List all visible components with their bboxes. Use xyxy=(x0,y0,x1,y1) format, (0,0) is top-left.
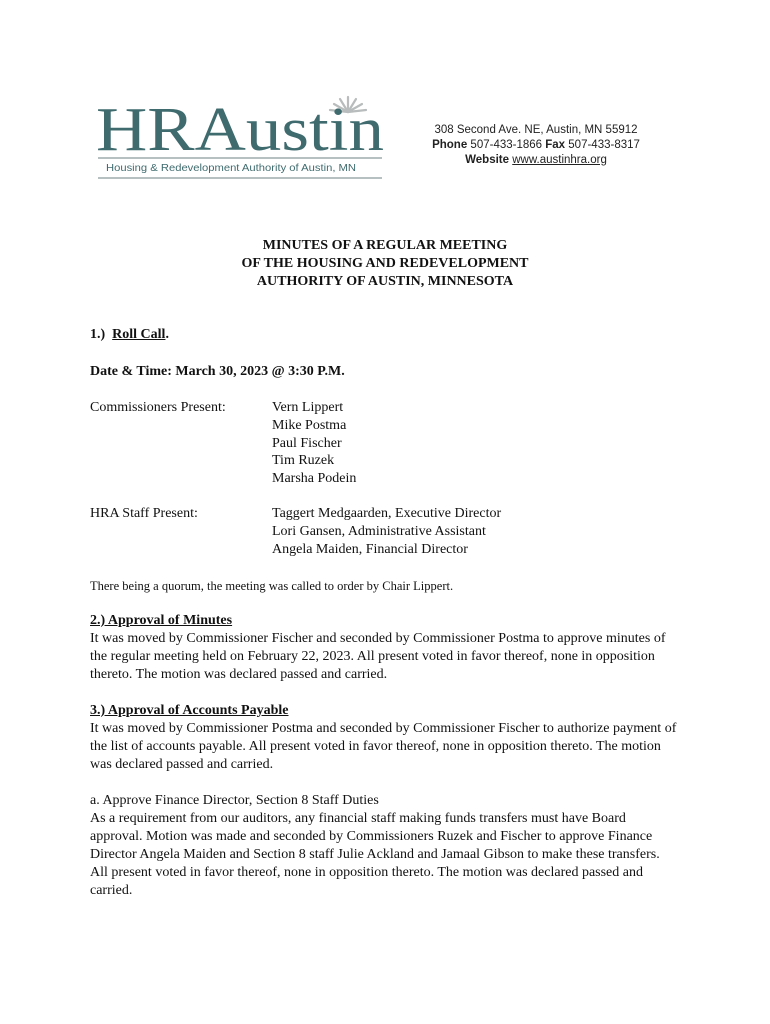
logo-wordmark: HRAustin xyxy=(96,96,384,164)
logo-graphic xyxy=(96,92,386,182)
roll-call-suffix: . xyxy=(165,327,169,342)
staff-member: Taggert Medgaarden, Executive Director xyxy=(272,506,502,521)
commissioner-name: Marsha Podein xyxy=(272,471,357,487)
website-line xyxy=(412,153,660,168)
staff-member: Angela Maiden, Financial Director xyxy=(272,541,468,557)
website-label: Website xyxy=(465,154,510,166)
staff-label: HRA Staff Present: xyxy=(90,506,198,521)
phone-label: Phone xyxy=(432,139,468,151)
finance-subheading: a. Approve Finance Director, Section 8 Staff Duties xyxy=(90,793,379,808)
commissioner-name: Mike Postma xyxy=(272,417,347,433)
fax-label: Fax xyxy=(545,139,566,151)
finance-body: As a requirement from our auditors, any financial staff making funds transfers must have Board approval. Motion was made and seconded by Commissioners Ruzek and Fischer to approve Finance Director Angela Maiden and Section 8 staff Julie Ackland and Jamaal Gibson to make these transfers. All present voted in favor thereof, none in opposition thereto. The motion was declared passed and carried. xyxy=(90,811,660,898)
title-line-1: MINUTES OF A REGULAR MEETING xyxy=(262,238,508,253)
commissioner-name: Paul Fischer xyxy=(272,435,342,451)
minutes-body: It was moved by Commissioner Fischer and seconded by Commissioner Postma to approve minutes of the regular meeting held on February 22, 2023. All present voted in favor thereof, none in opposition thereto. The motion was declared passed and carried. xyxy=(90,631,666,682)
logo-subtitle: Housing & Redevelopment Authority of Austin, MN xyxy=(106,162,356,174)
commissioners-label: Commissioners Present: xyxy=(90,400,226,415)
date-time: Date & Time: March 30, 2023 @ 3:30 P.M. xyxy=(90,364,345,379)
contact-block xyxy=(412,123,660,168)
accounts-body: It was moved by Commissioner Postma and seconded by Commissioner Fischer to authorize payment of the list of accounts payable. All present voted in favor thereof, none in opposition thereto. The motion was declared passed and carried. xyxy=(90,721,677,772)
address: 308 Second Ave. NE, Austin, MN 55912 xyxy=(434,124,638,136)
document-title xyxy=(90,237,680,291)
commissioner-name: Vern Lippert xyxy=(272,400,344,415)
phone-number: 507-433-1866 xyxy=(470,139,543,151)
title-line-3: AUTHORITY OF AUSTIN, MINNESOTA xyxy=(256,274,514,289)
roll-call-number: 1.) xyxy=(90,327,106,342)
roll-call-title: Roll Call xyxy=(112,327,166,342)
staff-member: Lori Gansen, Administrative Assistant xyxy=(272,523,486,539)
hra-austin-logo xyxy=(96,92,386,182)
website-link[interactable]: www.austinhra.org xyxy=(512,154,607,166)
commissioners-list xyxy=(272,399,356,488)
commissioner-name: Tim Ruzek xyxy=(272,453,335,469)
title-line-2: OF THE HOUSING AND REDEVELOPMENT xyxy=(241,256,529,271)
phone-fax-line xyxy=(412,138,660,153)
staff-list xyxy=(272,505,501,558)
quorum-note: There being a quorum, the meeting was called to order by Chair Lippert. xyxy=(90,579,454,593)
accounts-heading: 3.) Approval of Accounts Payable xyxy=(90,703,289,718)
fax-number: 507-433-8317 xyxy=(568,139,640,151)
minutes-heading: 2.) Approval of Minutes xyxy=(90,613,233,628)
roll-call-heading xyxy=(90,326,169,344)
